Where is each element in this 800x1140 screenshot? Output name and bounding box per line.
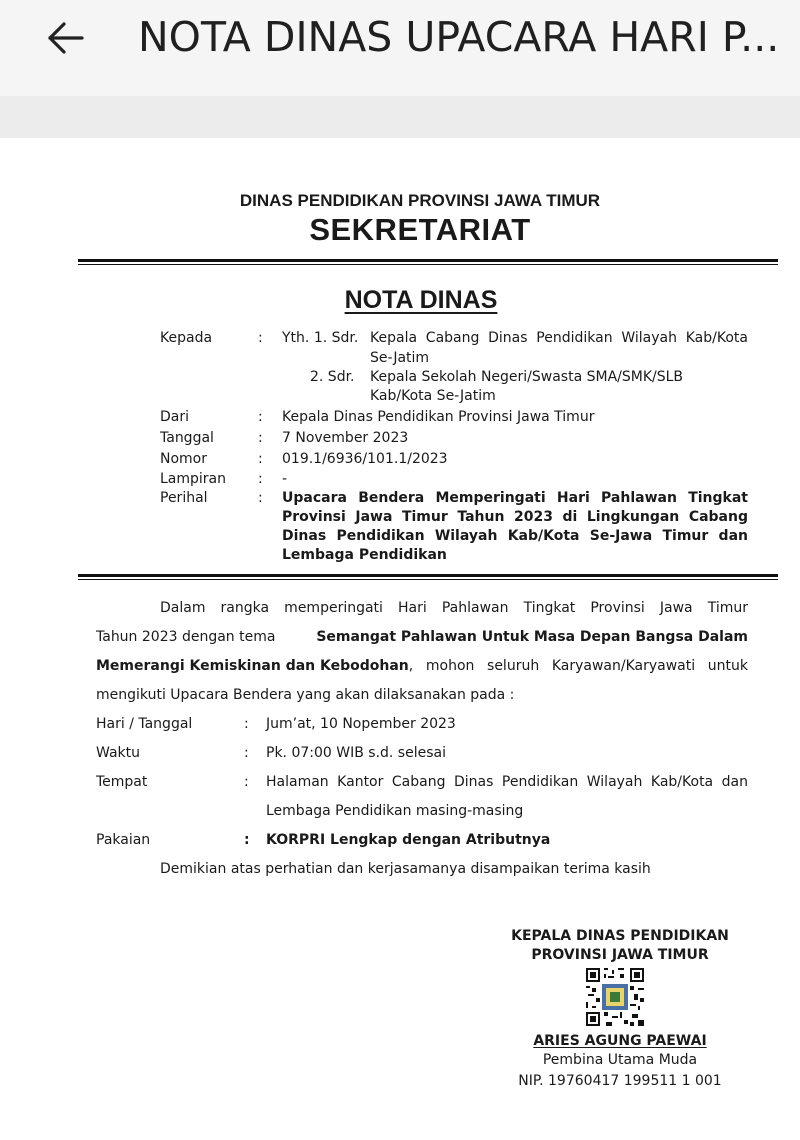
body-rule-thick xyxy=(78,574,778,577)
body-line-3-text: , mohon seluruh Karyawan/Karyawati untuk xyxy=(408,658,748,674)
toolbar-band xyxy=(0,96,800,138)
hari-colon: : xyxy=(244,716,249,732)
lampiran-colon: : xyxy=(258,471,263,487)
kepada-item2-num: 2. Sdr. xyxy=(310,369,355,385)
nomor-colon: : xyxy=(258,451,263,467)
perihal-line-1: Upacara Bendera Memperingati Hari Pahlawan Tingkat xyxy=(282,490,748,506)
kepada-item1-line1: Kepala Cabang Dinas Pendidikan Wilayah Kab/Kota xyxy=(370,330,748,346)
hari-label: Hari / Tanggal xyxy=(96,716,193,732)
arrow-left-icon xyxy=(42,16,86,60)
app-bar xyxy=(0,0,800,96)
theme-text-part2: Memerangi Kemiskinan dan Kebodohan xyxy=(96,658,409,674)
tanggal-colon: : xyxy=(258,430,263,446)
kepada-item2-line2: Kab/Kota Se-Jatim xyxy=(370,388,496,404)
dari-colon: : xyxy=(258,409,263,425)
kepada-item1-line2: Se-Jatim xyxy=(370,350,430,366)
qr-code-icon xyxy=(586,968,644,1026)
closing-text: Demikian atas perhatian dan kerjasamanya disampaikan terima kasih xyxy=(160,861,651,877)
body-line-2 xyxy=(96,627,748,647)
waktu-label: Waktu xyxy=(96,745,140,761)
perihal-line-3: Dinas Pendidikan Wilayah Kab/Kota Se-Jawa Timur dan xyxy=(282,528,748,544)
document-page xyxy=(0,138,800,1140)
nomor-label: Nomor xyxy=(160,451,207,467)
body-rule-thin xyxy=(78,579,778,580)
pakaian-colon: : xyxy=(244,832,250,848)
signatory-nip: NIP. 19760417 199511 1 001 xyxy=(518,1073,722,1089)
kepada-label: Kepada xyxy=(160,330,213,346)
theme-text-part1: Semangat Pahlawan Untuk Masa Depan Bangsa Dalam xyxy=(316,629,748,645)
lampiran-value: - xyxy=(282,471,288,487)
header-rule-thick xyxy=(78,259,778,262)
header-rule-thin xyxy=(78,264,778,265)
pakaian-label: Pakaian xyxy=(96,832,151,848)
lampiran-label: Lampiran xyxy=(160,471,227,487)
perihal-colon: : xyxy=(258,490,263,506)
tempat-colon: : xyxy=(244,774,249,790)
organization-name: DINAS PENDIDIKAN PROVINSI JAWA TIMUR xyxy=(239,191,601,210)
back-button[interactable] xyxy=(38,12,90,64)
document-title: NOTA DINAS xyxy=(344,286,498,314)
dari-label: Dari xyxy=(160,409,190,425)
tempat-value-line2: Lembaga Pendidikan masing-masing xyxy=(266,803,524,819)
kepada-item2-line1: Kepala Sekolah Negeri/Swasta SMA/SMK/SLB xyxy=(370,369,684,385)
body-line-3 xyxy=(96,656,748,676)
tanggal-value: 7 November 2023 xyxy=(282,430,409,446)
page-title: NOTA DINAS UPACARA HARI P... xyxy=(138,13,780,61)
tanggal-label: Tanggal xyxy=(160,430,214,446)
body-line-2-text: Tahun 2023 dengan tema xyxy=(96,629,276,645)
perihal-line-4: Lembaga Pendidikan xyxy=(282,547,447,563)
tempat-label: Tempat xyxy=(96,774,148,790)
kepada-colon: : xyxy=(258,330,263,346)
waktu-colon: : xyxy=(244,745,249,761)
department-name: SEKRETARIAT xyxy=(309,212,531,247)
tempat-value-line1: Halaman Kantor Cabang Dinas Pendidikan Wilayah Kab/Kota dan xyxy=(266,774,748,790)
hari-value: Jum’at, 10 Nopember 2023 xyxy=(266,716,456,732)
dari-value: Kepala Dinas Pendidikan Provinsi Jawa Timur xyxy=(282,409,595,425)
signatory-position-line2: PROVINSI JAWA TIMUR xyxy=(531,947,709,963)
nomor-value: 019.1/6936/101.1/2023 xyxy=(282,451,448,467)
perihal-line-2: Provinsi Jawa Timur Tahun 2023 di Lingkungan Cabang xyxy=(282,509,748,525)
kepada-prefix: Yth. 1. Sdr. xyxy=(282,330,359,346)
perihal-label: Perihal xyxy=(160,490,208,506)
signatory-position-line1: KEPALA DINAS PENDIDIKAN xyxy=(511,928,729,944)
signatory-name: ARIES AGUNG PAEWAI xyxy=(533,1033,707,1049)
body-line-4: mengikuti Upacara Bendera yang akan dilaksanakan pada : xyxy=(96,687,515,703)
body-line-1: Dalam rangka memperingati Hari Pahlawan Tingkat Provinsi Jawa Timur xyxy=(160,600,748,616)
pakaian-value: KORPRI Lengkap dengan Atributnya xyxy=(266,832,551,848)
waktu-value: Pk. 07:00 WIB s.d. selesai xyxy=(266,745,446,761)
signatory-rank: Pembina Utama Muda xyxy=(542,1052,698,1068)
